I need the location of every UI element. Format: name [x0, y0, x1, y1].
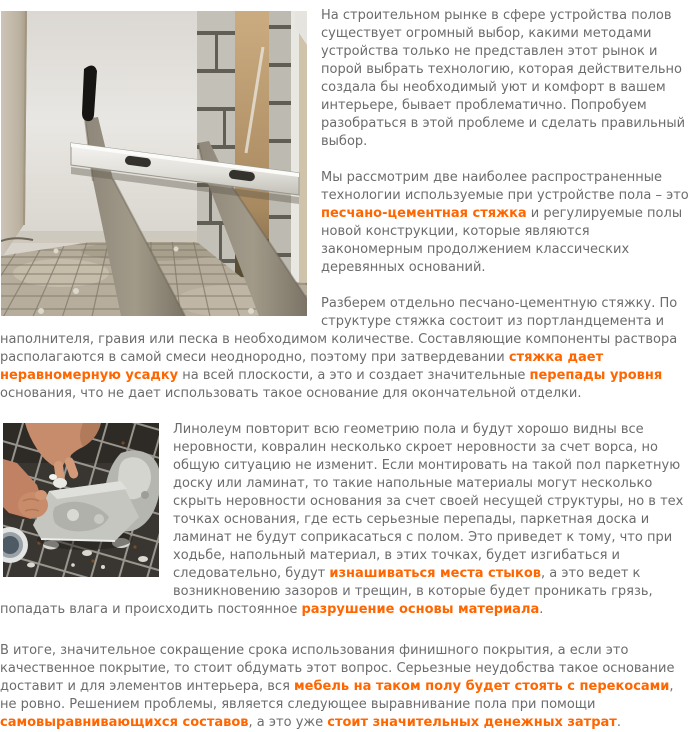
highlight-phrase: мебель на таком полу будет стоять с перекосами [294, 679, 670, 694]
highlight-phrase: стяжка дает неравномерную усадку [0, 350, 604, 383]
highlight-phrase: песчано-цементная стяжка [321, 206, 527, 221]
highlight-phrase: перепады уровня [529, 368, 663, 383]
text-segment: , а это уже [248, 715, 328, 730]
highlight-phrase: изнашиваться места стыков [329, 566, 542, 581]
text-segment: основания, что не дает использовать такое основание для окончательной отделки. [0, 386, 582, 401]
floor-screed-illustration [1, 11, 307, 316]
highlight-phrase: стоит значительных денежных затрат [327, 715, 617, 730]
text-segment: , а это ведет к возникновению зазоров и трещин, в которые будет проникать грязь, попадать влага и происходить постоянное [0, 566, 653, 617]
text-segment: Линолеум повторит всю геометрию пола и будут хорошо видны все неровности, ковралин несколько скроет неровности за счет ворса, но общую ситуацию не изменит. Если монтировать на такой пол паркетную доску или ламинат, то такие напольные материалы могут несколько скрыть неровности основания за счет своей несущей структуры, но в тех точках основания, где есть серьезные перепады, паркетная доска и ламинат не будут соприкасаться с полом. Это приведет к тому, что при ходьбе, напольный материал, в этих точках, будет изгибаться и следовательно, будут [173, 422, 684, 581]
trowel-illustration [3, 423, 159, 577]
text-segment: . [616, 715, 621, 730]
text-segment: Разберем отдельно песчано-цементную стяжку. По структуре стяжка состоит из портландцемента и наполнителя, гравия или песка в необходимом количестве. Составляющие компоненты раствора располагаются в самой смеси неоднородно, поэтому при затвердевании [0, 296, 678, 365]
highlight-phrase: самовыравнивающихся составов [0, 715, 249, 730]
text-segment: на всей плоскости, а это и создает значительные [178, 368, 530, 383]
text-segment: , не ровно. Решением проблемы, является следующее выравнивание пола при помощи [0, 679, 674, 712]
paragraph-conclusion [0, 637, 690, 732]
text-segment: Мы рассмотрим две наиболее распространенные технологии используемые при устройстве пола – это [321, 170, 689, 203]
highlight-phrase: разрушение основы материала [301, 602, 540, 617]
trowel-mortar-photo [3, 423, 159, 577]
text-segment: . [539, 602, 544, 617]
text-segment: В итоге, значительное сокращение срока использования финишного покрытия, а если это качественное покрытие, то стоит обдумать этот вопрос. Серьезные неудобства такое основание доставит и для элементов интерьера, вся [0, 643, 675, 694]
text-segment: На строительном рынке в сфере устройства полов существует огромный выбор, какими методами устройства только не представлен этот рынок и порой выбрать технологию, которая действительно создала бы необходимый уют и комфорт в вашем интерьере, бывает проблематично. Попробуем разобраться в этой проблеме и сделать правильный выбор. [321, 8, 686, 149]
floor-screed-photo [1, 11, 307, 316]
text-segment: и регулируемые полы новой конструкции, которые являются закономерным продолжением классических деревянных оснований. [321, 206, 683, 275]
